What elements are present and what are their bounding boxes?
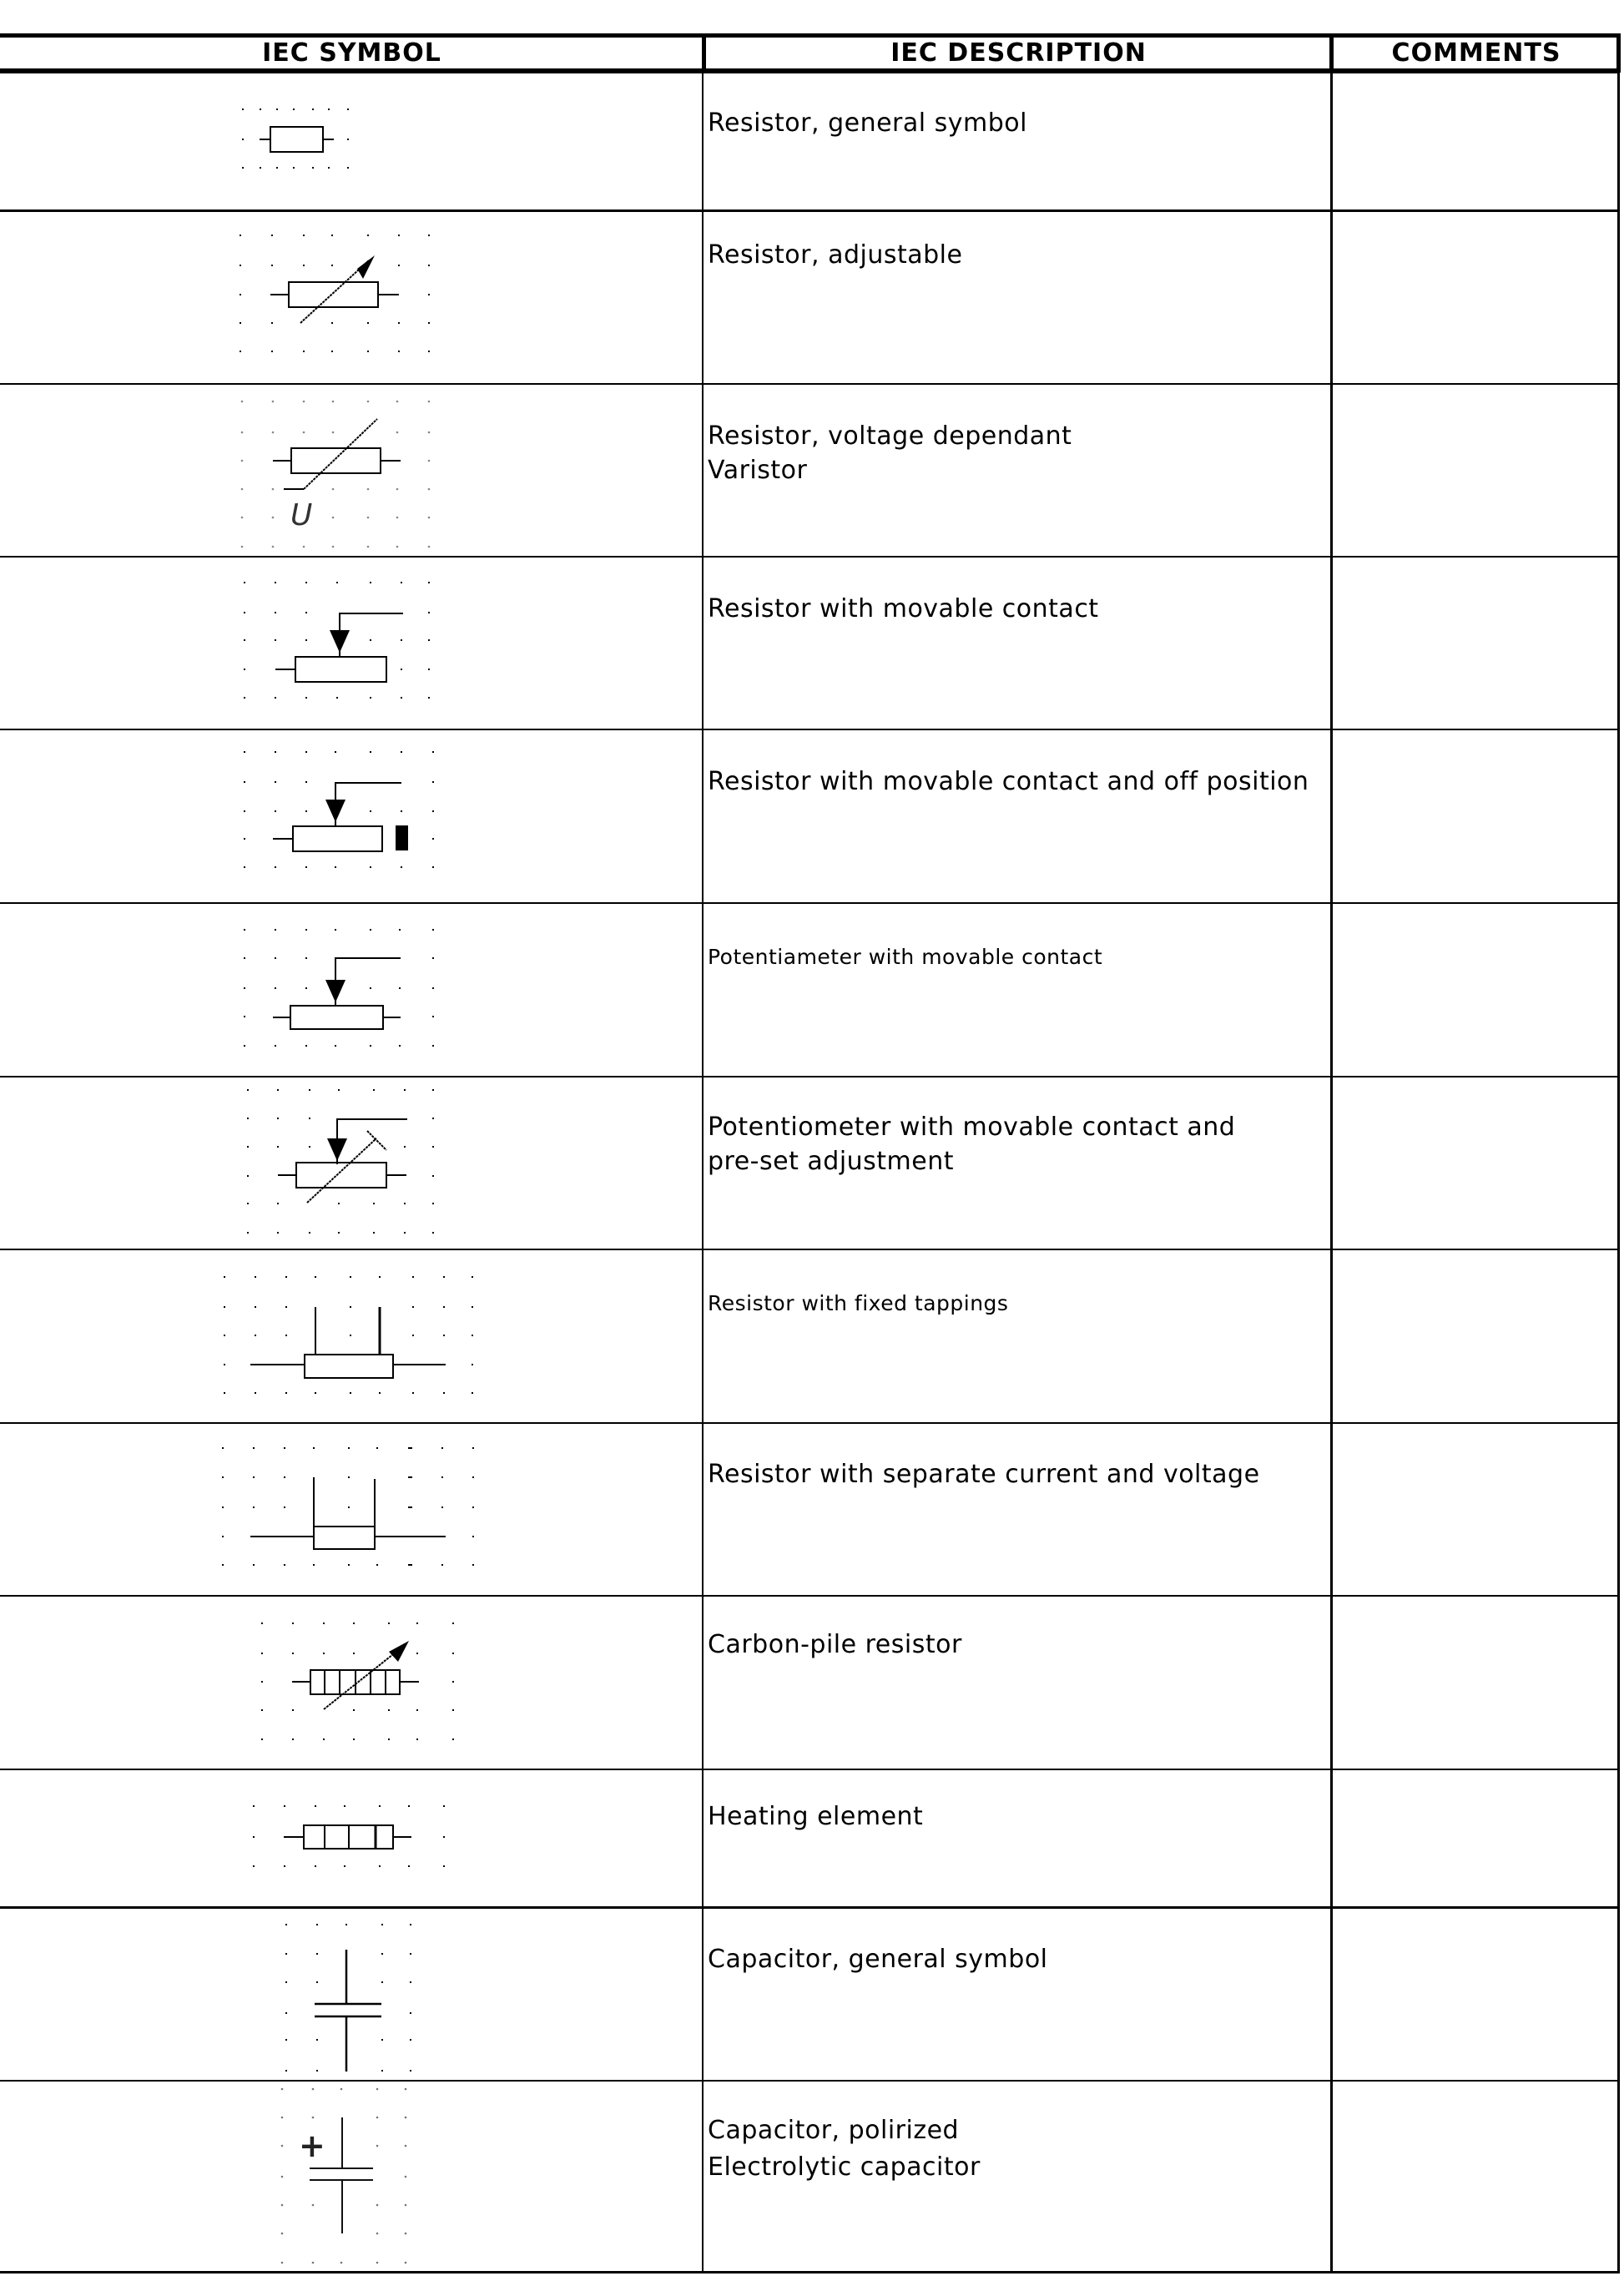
- capacitor-general-icon: [275, 1909, 426, 2080]
- description-text: Capacitor, polirized: [708, 2116, 960, 2145]
- table-row: [0, 558, 1619, 729]
- header-divider-2: [1329, 33, 1334, 73]
- comments-cell[interactable]: [1334, 1597, 1617, 1769]
- comments-cell[interactable]: [1334, 1424, 1617, 1595]
- voltage-label: U: [290, 498, 313, 532]
- description-text: Resistor with separate current and voltage: [708, 1460, 1260, 1489]
- description-cell: [708, 940, 1325, 974]
- comments-cell[interactable]: [1334, 2082, 1617, 2271]
- table-row: [0, 1424, 1619, 1595]
- comments-cell[interactable]: [1334, 1250, 1617, 1422]
- comments-cell[interactable]: [1334, 558, 1617, 729]
- resistor-movable-contact-icon: [234, 574, 434, 716]
- description-cell: [708, 419, 1325, 487]
- comments-cell[interactable]: [1334, 1077, 1617, 1249]
- header-iec-symbol: IEC SYMBOL: [262, 38, 441, 68]
- table-row: [0, 2082, 1619, 2271]
- table-bottom-border: [0, 2271, 1620, 2273]
- comments-cell[interactable]: [1334, 1770, 1617, 1906]
- table-row: [0, 1077, 1619, 1249]
- capacitor-polarized-icon: [275, 2082, 426, 2271]
- description-cell: [708, 1110, 1325, 1178]
- symbol-cell: [0, 1424, 704, 1595]
- header-iec-description: IEC DESCRIPTION: [890, 38, 1147, 68]
- table-row: [0, 730, 1619, 902]
- heating-element-icon: [242, 1800, 451, 1892]
- symbol-cell: [0, 558, 704, 729]
- table-row: [0, 1770, 1619, 1906]
- header-comments: COMMENTS: [1391, 38, 1561, 68]
- description-text: Resistor with movable contact: [708, 594, 1099, 623]
- description-text: Resistor with fixed tappings: [708, 1291, 1009, 1315]
- symbol-cell: [0, 212, 704, 383]
- description-text: Varistor: [708, 456, 808, 485]
- description-text: Capacitor, general symbol: [708, 1945, 1048, 1974]
- description-text: Resistor, adjustable: [708, 240, 963, 270]
- symbol-cell: [0, 904, 704, 1076]
- symbol-cell: [0, 1770, 704, 1906]
- description-cell: [708, 2112, 1325, 2186]
- comments-cell[interactable]: [1334, 1909, 1617, 2080]
- symbol-cell: [0, 730, 704, 902]
- symbol-cell: [0, 1597, 704, 1769]
- symbol-cell: [0, 1077, 704, 1249]
- description-text: Heating element: [708, 1802, 924, 1831]
- carbon-pile-resistor-icon: [250, 1612, 459, 1754]
- description-text: Resistor, general symbol: [708, 109, 1027, 138]
- description-text: pre-set adjustment: [708, 1147, 955, 1176]
- description-cell: [708, 592, 1325, 626]
- table-row: [0, 1597, 1619, 1769]
- table-row: [0, 385, 1619, 556]
- symbol-cell: [0, 73, 704, 209]
- description-cell: [708, 1799, 1325, 1834]
- comments-cell[interactable]: [1334, 730, 1617, 902]
- description-text: Resistor with movable contact and off position: [708, 767, 1309, 796]
- comments-cell[interactable]: [1334, 73, 1617, 209]
- resistor-separate-current-voltage-icon: [217, 1437, 484, 1579]
- table-row: [0, 904, 1619, 1076]
- table-row: [0, 73, 1619, 209]
- description-cell: [708, 1942, 1325, 1976]
- symbol-cell: [0, 2082, 704, 2271]
- description-text: Potentiameter with movable contact: [708, 945, 1103, 969]
- description-cell: [708, 1457, 1325, 1491]
- potentiometer-preset-icon: [234, 1077, 434, 1249]
- potentiometer-icon: [234, 919, 434, 1061]
- symbol-cell: [0, 1909, 704, 2080]
- description-cell: [708, 238, 1325, 272]
- description-cell: [708, 765, 1325, 799]
- resistor-movable-contact-off-icon: [234, 744, 434, 886]
- header-right-border: [1616, 33, 1621, 73]
- description-text: Potentiometer with movable contact and: [708, 1113, 1236, 1142]
- description-text: Resistor, voltage dependant: [708, 421, 1072, 451]
- description-cell: [708, 1628, 1325, 1662]
- symbol-cell: [0, 1250, 704, 1422]
- description-text: Electrolytic capacitor: [708, 2152, 981, 2182]
- symbol-cell: [0, 385, 704, 556]
- resistor-general-icon: [234, 98, 451, 199]
- table-row: [0, 212, 1619, 383]
- resistor-adjustable-icon: [234, 227, 434, 369]
- description-cell: [708, 1286, 1325, 1320]
- table-row: [0, 1909, 1619, 2080]
- header-divider-1: [702, 33, 706, 73]
- description-cell: [708, 106, 1325, 140]
- varistor-icon: [234, 389, 434, 556]
- resistor-fixed-tappings-icon: [217, 1265, 484, 1407]
- comments-cell[interactable]: [1334, 212, 1617, 383]
- comments-cell[interactable]: [1334, 904, 1617, 1076]
- description-text: Carbon-pile resistor: [708, 1630, 962, 1659]
- comments-cell[interactable]: [1334, 385, 1617, 556]
- table-row: [0, 1250, 1619, 1422]
- plus-label: +: [299, 2127, 325, 2164]
